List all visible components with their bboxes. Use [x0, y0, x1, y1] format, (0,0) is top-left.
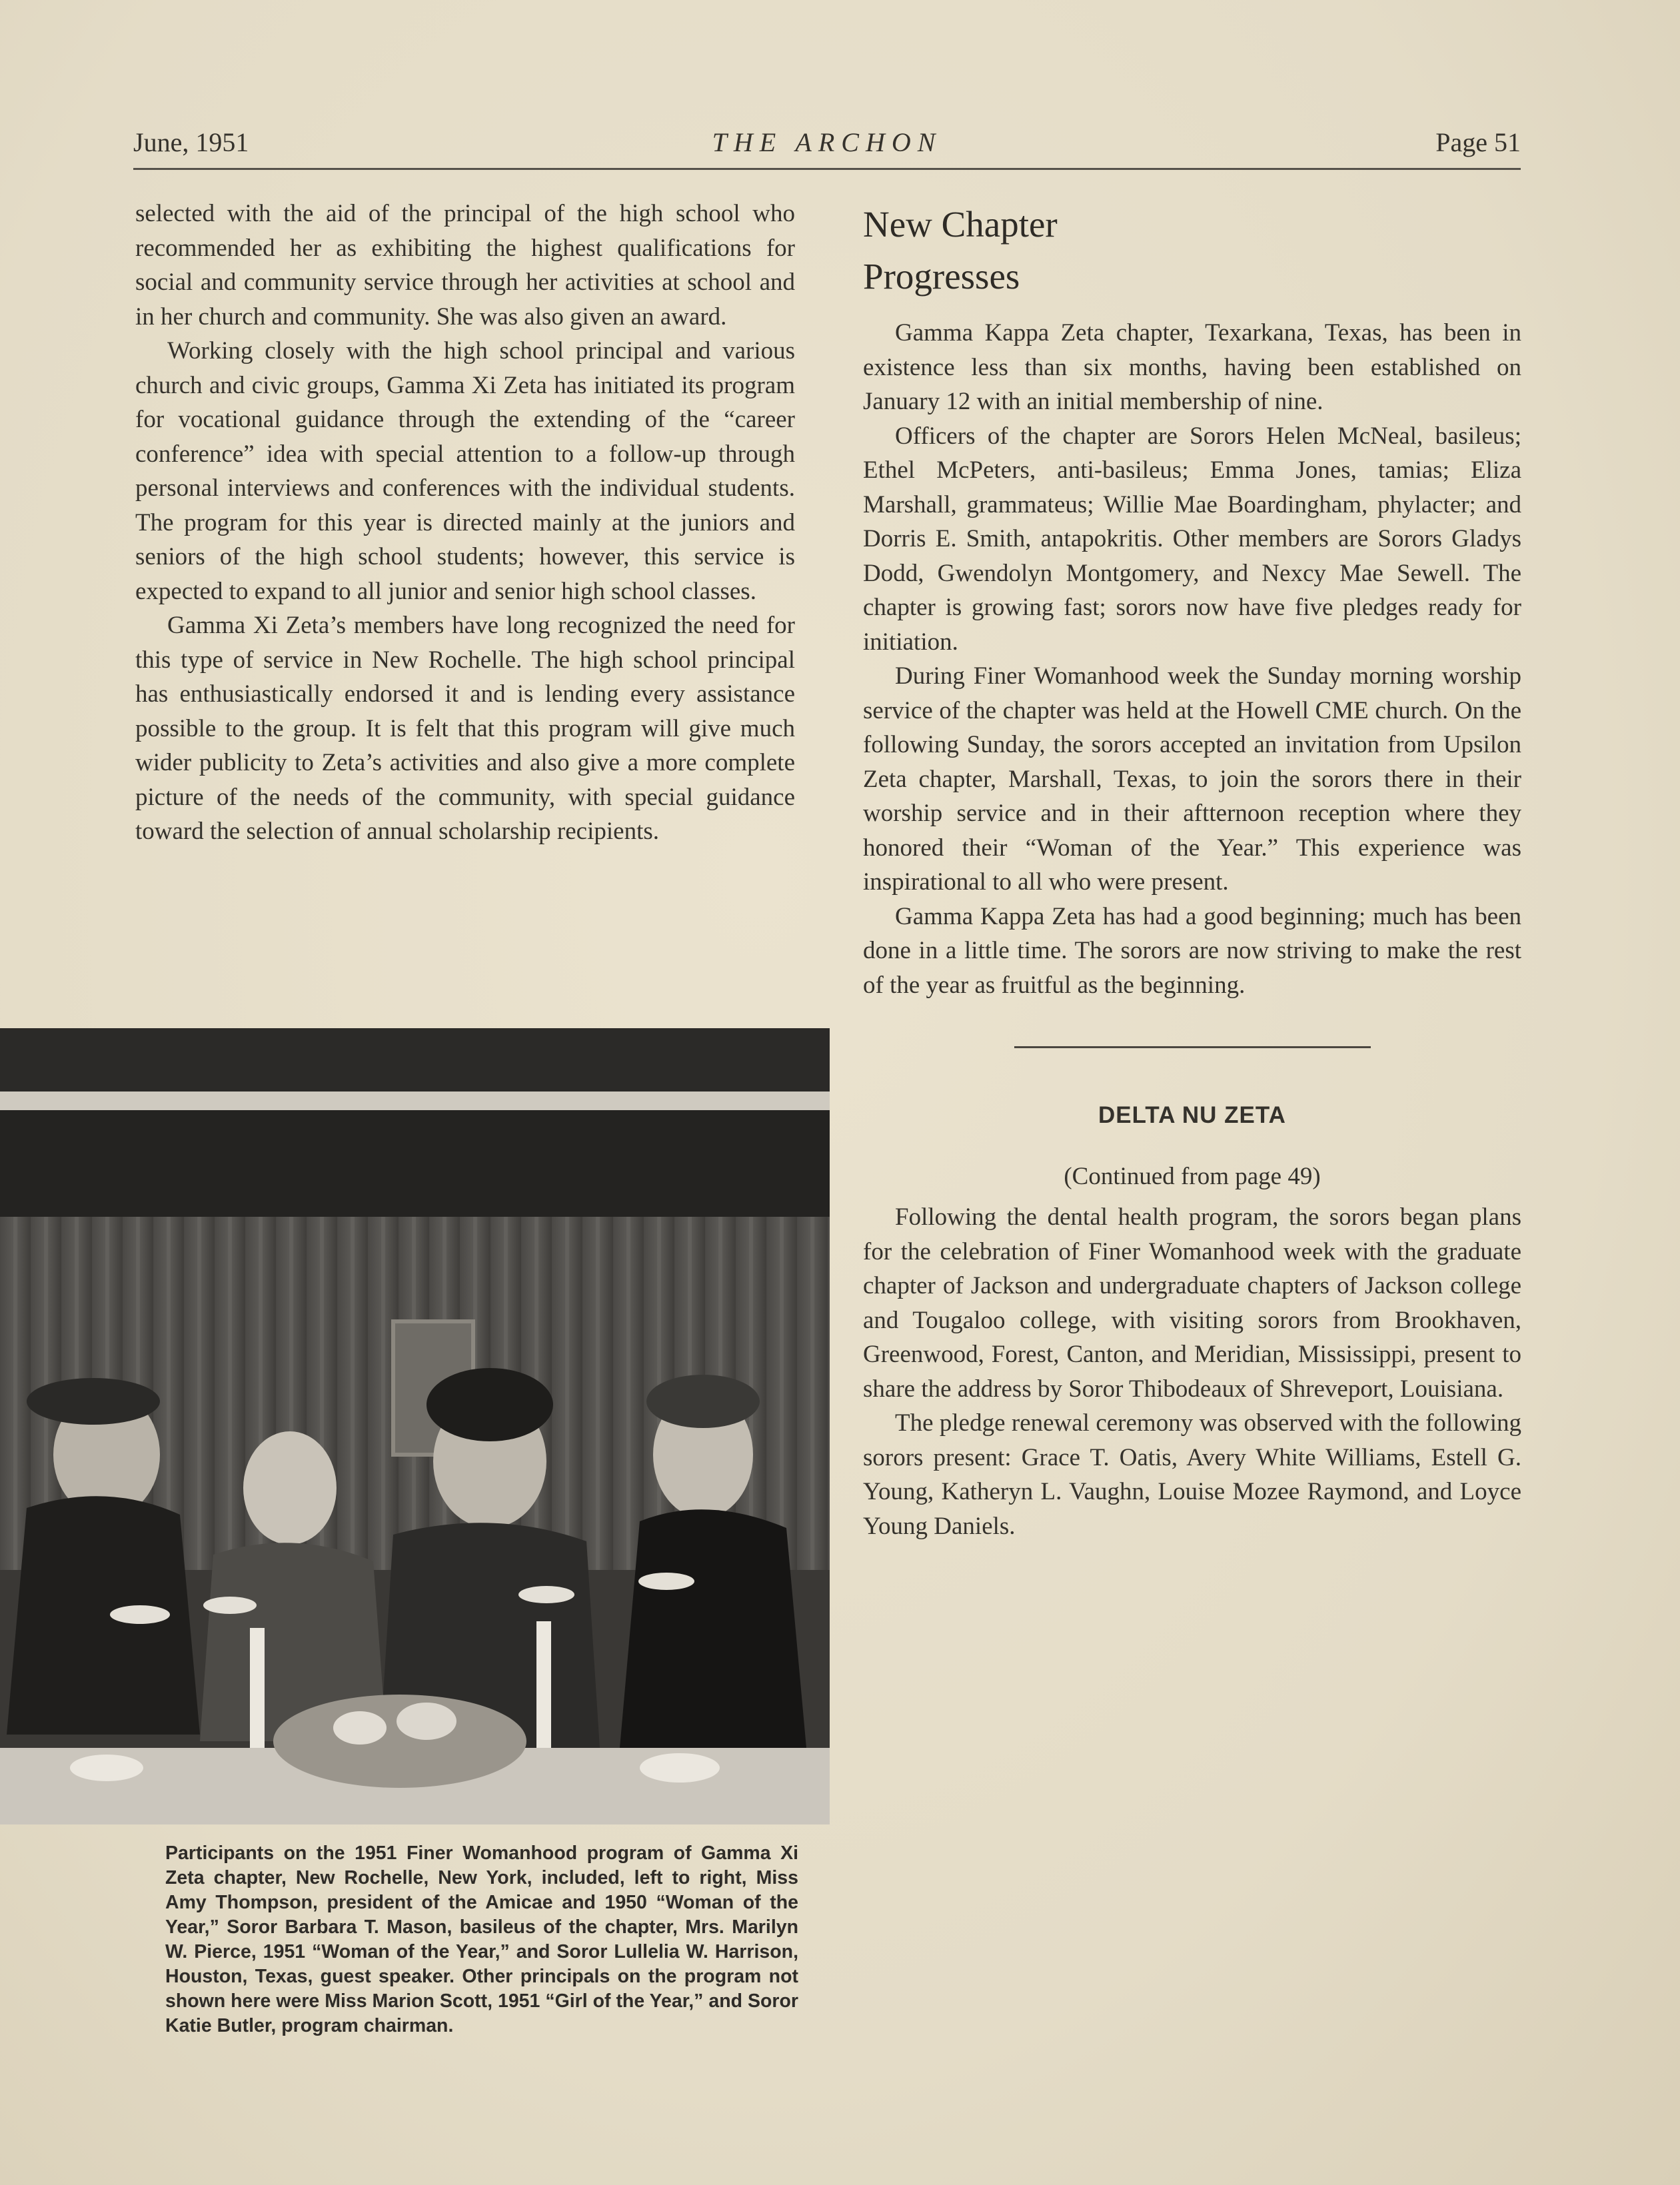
paragraph: Officers of the chapter are Sorors Helen McNeal, basileus; Ethel McPeters, anti-basileus; Emma Jones, tamias; Eliza Marshall, grammateus; Willie Mae Boardingham, phylacter; and Dorris E. Smith, antapokritis. Other members are Sorors Gladys Dodd, Gwendolyn Montgomery, and Nexcy Mae Sewell. The chapter is growing fast; sorors now have five pledges ready for initiation.	[863, 422, 1521, 656]
paragraph: Gamma Xi Zeta’s members have long recognized the need for this type of service in New Rochelle. The high school principal has enthusiastically endorsed it and is lending every assistance possible to the group. It is felt that this program will give much wider publicity to Zeta’s activities and also give a more complete picture of the needs of the community, with special guidance toward the selection of annual scholarship recipients.	[135, 612, 795, 845]
paragraph: Gamma Kappa Zeta chapter, Texarkana, Texas, has been in existence less than six months, having been established on January 12 with an initial membership of nine.	[863, 319, 1521, 415]
paragraph: selected with the aid of the principal of the high school who recommended her as exhibiting the highest qualifications for social and community service through her activities at school and in her church and community. She was also given an award.	[135, 200, 795, 331]
event-photograph	[0, 1028, 830, 1824]
publication-title: THE ARCHON	[712, 127, 942, 157]
section-divider	[1014, 1046, 1371, 1048]
left-column	[135, 197, 795, 849]
page-number: Page 51	[1435, 127, 1521, 157]
heading-line: New Chapter	[863, 204, 1058, 245]
header-rule	[133, 168, 1521, 170]
paragraph: During Finer Womanhood week the Sunday morning worship service of the chapter was held at the Howell CME church. On the following Sunday, the sorors accepted an invitation from Upsilon Zeta chapter, Marshall, Texas, to join the sorors there in their worship service and in their aftternoon reception where they honored their “Woman of the Year.” This experience was inspirational to all who were present.	[863, 662, 1521, 896]
paragraph: Gamma Kappa Zeta has had a good beginning; much has been done in a little time. The sorors are now striving to make the rest of the year as fruitful as the beginning.	[863, 902, 1521, 999]
photo-caption: Participants on the 1951 Finer Womanhood program of Gamma Xi Zeta chapter, New Rochelle, New York, included, left to right, Miss Amy Thompson, president of the Amicae and 1950 “Woman of the Year,” Soror Barbara T. Mason, basileus of the chapter, Mrs. Marilyn W. Pierce, 1951 “Woman of the Year,” and Soror Lullelia W. Harrison, Houston, Texas, guest speaker. Other principals on the program not shown here were Miss Marion Scott, 1951 “Girl of the Year,” and Soror Katie Butler, program chairman.	[165, 1842, 798, 2036]
continued-note: (Continued from page 49)	[1064, 1162, 1321, 1190]
article-heading	[863, 199, 1521, 303]
heading-line: Progresses	[863, 256, 1020, 297]
paragraph: Working closely with the high school principal and various church and civic groups, Gamma Xi Zeta has initiated its program for vocational guidance through the extending of the “career conference” idea with special attention to a follow-up through personal interviews and conferences with the individual students. The program for this year is directed mainly at the juniors and seniors of the high school students; however, this service is expected to expand to all junior and senior high school classes.	[135, 337, 795, 605]
issue-date: June, 1951	[133, 127, 249, 157]
paragraph: The pledge renewal ceremony was observed with the following sorors present: Grace T. Oatis, Avery White Williams, Estell G. Young, Katheryn L. Vaughn, Louise Mozee Raymond, and Loyce Young Daniels.	[863, 1409, 1521, 1540]
right-column	[863, 197, 1521, 1543]
photograph-image	[0, 1028, 830, 1824]
paragraph: Following the dental health program, the sorors began plans for the celebration of Finer Womanhood week with the graduate chapter of Jackson and undergraduate chapters of Jackson college and Tougaloo college, with visiting sorors from Brookhaven, Greenwood, Forest, Canton, and Meridian, Mississippi, present to share the address by Soror Thibodeaux of Shreveport, Louisiana.	[863, 1203, 1521, 1403]
running-header	[133, 127, 1521, 167]
section-heading: DELTA NU ZETA	[1098, 1102, 1286, 1128]
